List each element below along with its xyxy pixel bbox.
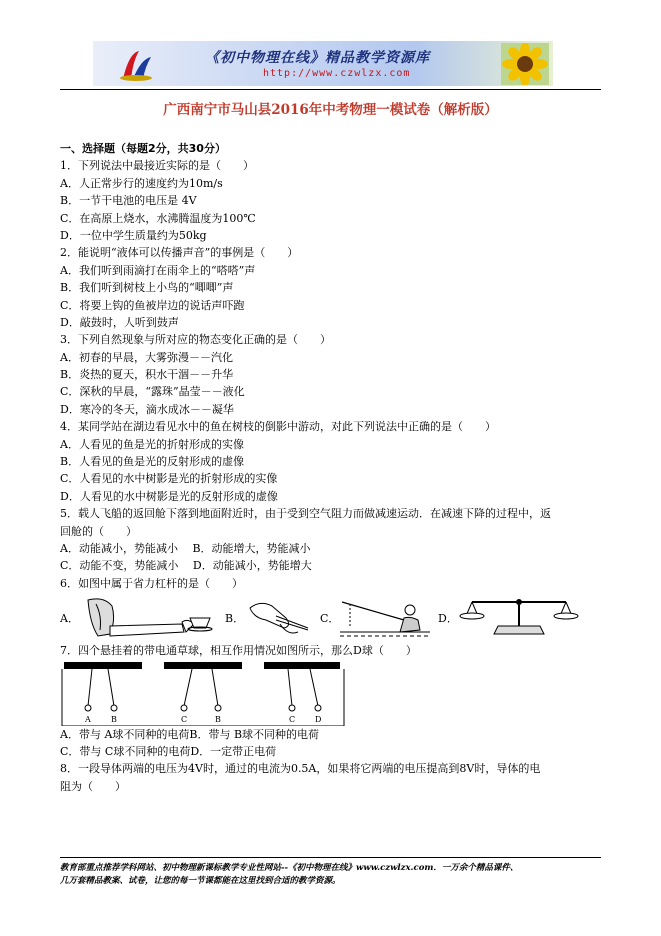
banner-url: http://www.czwlzx.com [263, 68, 411, 79]
question-6-figures [60, 596, 610, 638]
option-line: D．寒冷的冬天，滴水成冰－－凝华 [60, 402, 234, 416]
option-line: B．我们听到树枝上小鸟的“唧唧”声 [60, 281, 234, 295]
option-line: D．一位中学生质量约为50kg [60, 228, 207, 242]
banner-title: 《初中物理在线》精品教学资源库 [205, 50, 430, 66]
question-5-stem-cont: 回舱的（ ） [60, 524, 137, 538]
question-7-stem: 7．四个悬挂着的带电通草球，相互作用情况如图所示，那么D球（ ） [60, 644, 417, 658]
questions-1-4 [60, 157, 610, 505]
option-line: B．炎热的夏天，积水干涸－－升华 [60, 368, 234, 382]
option-label-b: B． [225, 612, 245, 626]
option-line: C．在高原上烧水，水沸腾温度为100℃ [60, 211, 256, 225]
question-8-stem: 8．一段导体两端的电压为4V时，通过的电流为0.5A，如果将它两端的电压提高到8V时，导体的电 [60, 762, 541, 776]
option-label-a: A． [60, 612, 79, 626]
option-line: B．一节干电池的电压是 4V [60, 194, 197, 208]
logo-icon [119, 49, 153, 81]
question-7-figure [60, 660, 610, 726]
question-line: 4．某同学站在湖边看见水中的鱼在树枝的倒影中游动，对此下列说法中正确的是（ ） [60, 420, 496, 434]
option-label-c: C． [320, 612, 340, 626]
option-line: A．人正常步行的速度约为10m/s [60, 176, 223, 190]
ball-label: D [315, 714, 322, 724]
document-title: 广西南宁市马山县2016年中考物理一模试卷（解析版） [163, 102, 498, 118]
charged-balls-diagram [60, 660, 350, 726]
question-line: 1．下列说法中最接近实际的是（ ） [60, 159, 254, 173]
option-line: A．我们听到雨滴打在雨伞上的“嗒嗒”声 [60, 263, 256, 277]
option-line: B．人看见的鱼是光的反射形成的虚像 [60, 455, 245, 469]
ball-label: B [111, 714, 117, 724]
footer-rule [60, 857, 601, 858]
header-banner [93, 41, 553, 86]
option-line: C．带与 C球不同种的电荷D．一定带正电荷 [60, 744, 277, 758]
ball-label: B [215, 714, 221, 724]
option-line: C．将要上钩的鱼被岸边的说话声吓跑 [60, 298, 245, 312]
option-line: D．敲鼓时，人听到鼓声 [60, 315, 179, 329]
sunflower-icon [501, 43, 549, 85]
option-line: A．动能减小，势能减小 B．动能增大，势能减小 [60, 541, 311, 555]
question-8-stem-cont: 阻为（ ） [60, 779, 126, 793]
forearm-lever-illustration [82, 596, 220, 638]
balance-scale-illustration [458, 596, 580, 638]
section-heading: 一、选择题（每题2分，共30分） [60, 142, 226, 155]
option-line: D．人看见的水中树影是光的反射形成的虚像 [60, 489, 278, 503]
ball-label: C [181, 714, 188, 724]
option-line: A．初春的早晨，大雾弥漫－－汽化 [60, 350, 233, 364]
ball-label: C [289, 714, 296, 724]
question-line: 2．能说明“液体可以传播声音”的事例是（ ） [60, 246, 299, 260]
question-5-stem: 5．载人飞船的返回舱下落到地面附近时，由于受到空气阻力而做减速运动．在减速下降的过程中，返 [60, 507, 551, 521]
fishing-rod-illustration [340, 596, 432, 638]
option-line: A．带与 A球不同种的电荷B．带与 B球不同种的电荷 [60, 727, 320, 741]
option-line: C．动能不变，势能减小 D．动能减小，势能增大 [60, 559, 312, 573]
option-line: A．人看见的鱼是光的折射形成的实像 [60, 437, 244, 451]
question-6-stem: 6．如图中属于省力杠杆的是（ ） [60, 576, 243, 590]
header-rule [60, 89, 601, 90]
page-footer [60, 862, 605, 888]
footer-line: 教育部重点推荐学科网站、初中物理新课标教学专业性网站--《初中物理在线》www.czwlzx.com．一万余个精品课件、 [60, 863, 519, 873]
question-line: 3．下列自然现象与所对应的物态变化正确的是（ ） [60, 333, 331, 347]
footer-line: 几万套精品教案、试卷，让您的每一节课都能在这里找到合适的教学资源。 [60, 876, 341, 886]
ball-label: A [85, 714, 91, 724]
option-line: C．深秋的早晨，“露珠”晶莹－－液化 [60, 385, 245, 399]
option-label-d: D． [438, 612, 458, 626]
option-line: C．人看见的水中树影是光的折射形成的实像 [60, 472, 278, 486]
exam-content [60, 140, 610, 795]
tweezers-hand-illustration [246, 596, 314, 638]
